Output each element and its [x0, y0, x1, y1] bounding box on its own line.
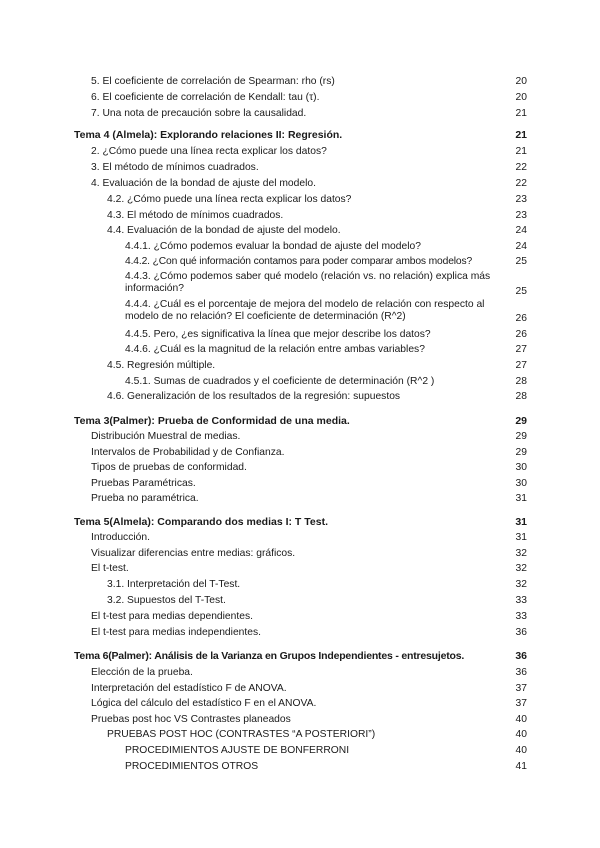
toc-page-number: 32	[515, 563, 527, 574]
toc-entry-title: PROCEDIMIENTOS OTROS	[125, 761, 259, 772]
toc-entry-title: Tema 6(Palmer): Análisis de la Varianza en Grupos Independientes - entresujetos.	[74, 650, 465, 662]
toc-entry-title: Elección de la prueba.	[91, 667, 193, 678]
toc-entry-title: PRUEBAS POST HOC (CONTRASTES “A POSTERIORI”)	[107, 729, 376, 740]
toc-page-number: 24	[515, 241, 527, 252]
toc-entry-title: Tema 3(Palmer): Prueba de Conformidad de una media.	[74, 415, 350, 427]
toc-page-number: 31	[515, 493, 527, 504]
toc-page-number: 41	[515, 761, 527, 772]
toc-entry-title: Tipos de pruebas de conformidad.	[91, 462, 247, 473]
toc-page-number: 29	[515, 431, 527, 442]
toc-entry-title: Pruebas Paramétricas.	[91, 478, 196, 489]
toc-page-number: 21	[515, 129, 527, 141]
toc-entry-title: 4.6. Generalización de los resultados de la regresión: supuestos	[107, 391, 401, 402]
toc-page-number: 23	[515, 210, 527, 221]
toc-entry-title: PROCEDIMIENTOS AJUSTE DE BONFERRONI	[125, 745, 350, 756]
toc-page-number: 21	[515, 108, 527, 119]
toc-entry-title: Prueba no paramétrica.	[91, 493, 199, 504]
toc-page-number: 27	[515, 360, 527, 371]
toc-page-number: 29	[515, 415, 527, 427]
toc-entry-title: Lógica del cálculo del estadístico F en el ANOVA.	[91, 698, 317, 709]
toc-entry-title: Introducción.	[91, 532, 150, 543]
toc-page-number: 27	[515, 344, 527, 355]
toc-entry-title: Distribución Muestral de medias.	[91, 431, 241, 442]
toc-entry-title: 3.2. Supuestos del T-Test.	[107, 595, 226, 606]
toc-entry-title: 4.4.3. ¿Cómo podemos saber qué modelo (relación vs. no relación) explica más información?	[125, 271, 491, 294]
toc-page-number: 36	[515, 650, 527, 662]
toc-page-number: 25	[515, 256, 527, 267]
toc-page-number: 30	[515, 462, 527, 473]
toc-entry-title: 5. El coeficiente de correlación de Spearman: rho (rs)	[91, 76, 335, 87]
toc-page-number: 26	[515, 329, 527, 340]
toc-entry-title: 4.4.1. ¿Cómo podemos evaluar la bondad de ajuste del modelo?	[125, 241, 421, 252]
toc-page-number: 32	[515, 548, 527, 559]
toc-page-number: 20	[515, 76, 527, 87]
toc-entry-title: Intervalos de Probabilidad y de Confianza.	[91, 447, 285, 458]
toc-page-number: 40	[515, 729, 527, 740]
toc-entry-title: 6. El coeficiente de correlación de Kendall: tau (τ).	[91, 92, 320, 103]
toc-entry-title: Visualizar diferencias entre medias: gráficos.	[91, 548, 296, 559]
toc-entry-title: El t-test para medias dependientes.	[91, 611, 253, 622]
toc-page-number: 24	[515, 225, 527, 236]
toc-page-number: 20	[515, 92, 527, 103]
toc-entry-title: 4.4.4. ¿Cuál es el porcentaje de mejora del modelo de relación con respecto al modelo de no relación? El coeficiente de determinación (R^2)	[125, 299, 485, 322]
toc-entry-title: Tema 4 (Almela): Explorando relaciones II: Regresión.	[74, 129, 343, 141]
toc-page-number: 33	[515, 595, 527, 606]
toc-page-number: 22	[515, 162, 527, 173]
toc-page-number: 37	[515, 698, 527, 709]
toc-entry-title: 3. El método de mínimos cuadrados.	[91, 162, 259, 173]
toc-entry-title: 4.5. Regresión múltiple.	[107, 360, 216, 371]
toc-entry-title: 4.5.1. Sumas de cuadrados y el coeficiente de determinación (R^2 )	[125, 376, 435, 387]
toc-page-number: 32	[515, 579, 527, 590]
toc-page-number: 28	[515, 391, 527, 402]
toc-page-number: 33	[515, 611, 527, 622]
toc-entry-title: 2. ¿Cómo puede una línea recta explicar los datos?	[91, 146, 327, 157]
toc-entry-title: 3.1. Interpretación del T-Test.	[107, 579, 241, 590]
toc-page-number: 25	[515, 286, 527, 297]
toc-page-number: 36	[515, 627, 527, 638]
toc-entry-title: 7. Una nota de precaución sobre la causalidad.	[91, 108, 307, 119]
toc-entry-title: Pruebas post hoc VS Contrastes planeados	[91, 714, 291, 725]
toc-page-number: 31	[515, 532, 527, 543]
toc-page-number: 31	[515, 516, 527, 528]
toc-entry-title: Interpretación del estadístico F de ANOVA.	[91, 683, 287, 694]
toc-entry-title: 4.4.6. ¿Cuál es la magnitud de la relación entre ambas variables?	[125, 344, 425, 355]
toc-entry-title: 4.4. Evaluación de la bondad de ajuste del modelo.	[107, 225, 341, 236]
toc-page-number: 29	[515, 447, 527, 458]
toc-page-number: 30	[515, 478, 527, 489]
toc-entry-title: El t-test para medias independientes.	[91, 627, 261, 638]
toc-page-number: 23	[515, 194, 527, 205]
toc-page-number: 28	[515, 376, 527, 387]
toc-entry-title: 4.4.2. ¿Con qué información contamos para poder comparar ambos modelos?	[125, 256, 473, 267]
toc-page-number: 22	[515, 178, 527, 189]
toc-page-number: 21	[515, 146, 527, 157]
toc-entry-title: 4.3. El método de mínimos cuadrados.	[107, 210, 284, 221]
toc-page-number: 40	[515, 714, 527, 725]
toc-page-number: 40	[515, 745, 527, 756]
toc-entry-title: 4.2. ¿Cómo puede una línea recta explicar los datos?	[107, 194, 352, 205]
toc-entry-title: 4.4.5. Pero, ¿es significativa la línea que mejor describe los datos?	[125, 329, 431, 340]
toc-page-number: 37	[515, 683, 527, 694]
toc-page-number: 26	[515, 313, 527, 324]
toc-page-number: 36	[515, 667, 527, 678]
toc-entry-title: 4. Evaluación de la bondad de ajuste del modelo.	[91, 178, 316, 189]
toc-entry-title: Tema 5(Almela): Comparando dos medias I: T Test.	[74, 516, 328, 528]
toc-entry-title: El t-test.	[91, 563, 129, 574]
